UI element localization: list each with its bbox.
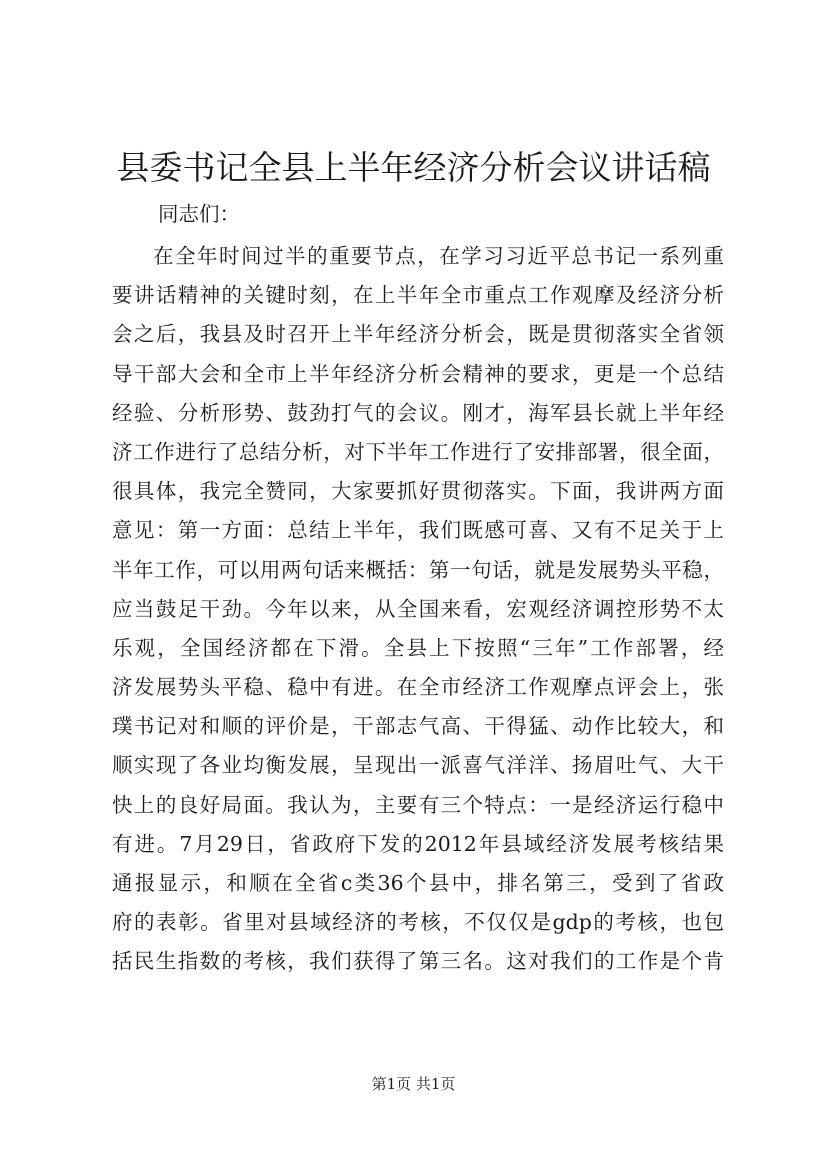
salutation: 同志们： [158, 202, 240, 226]
text-line: 意见：第一方面：总结上半年，我们既感可喜、又有不足关于上 [112, 518, 724, 543]
text-line: 通报显示，和顺在全省c类36个县中，排名第三，受到了省政 [112, 871, 724, 895]
page-number-footer: 第1页 共1页 [371, 1075, 456, 1093]
text-line: 济工作进行了总结分析，对下半年工作进行了安排部署，很全面， [112, 439, 724, 464]
text-line: 半年工作，可以用两句话来概括：第一句话，就是发展势头平稳， [112, 557, 724, 582]
text-line: 会之后，我县及时召开上半年经济分析会，既是贯彻落实全省领 [112, 322, 724, 347]
text-line: 府的表彰。省里对县域经济的考核，不仅仅是gdp的考核，也包 [112, 910, 724, 935]
text-line: 济发展势头平稳、稳中有进。在全市经济工作观摩点评会上，张 [112, 675, 724, 700]
text-line: 快上的良好局面。我认为，主要有三个特点：一是经济运行稳中 [112, 792, 724, 817]
document-title: 县委书记全县上半年经济分析会议讲话稿 [116, 148, 711, 187]
text-line: 应当鼓足干劲。今年以来，从全国来看，宏观经济调控形势不太 [112, 596, 724, 621]
body-text [112, 237, 724, 982]
text-line: 导干部大会和全市上半年经济分析会精神的要求，更是一个总结 [112, 361, 724, 386]
text-line: 璞书记对和顺的评价是，干部志气高、干得猛、动作比较大，和 [112, 714, 724, 739]
text-line: 括民生指数的考核，我们获得了第三名。这对我们的工作是个肯 [112, 949, 724, 974]
text-line: 顺实现了各业均衡发展，呈现出一派喜气洋洋、扬眉吐气、大干 [112, 753, 724, 778]
text-line: 在全年时间过半的重要节点，在学习习近平总书记一系列重 [153, 244, 724, 268]
text-line: 乐观，全国经济都在下滑。全县上下按照“三年”工作部署，经 [112, 635, 724, 660]
text-line: 有进。7月29日，省政府下发的2012年县域经济发展考核结果 [112, 831, 724, 856]
text-line: 要讲话精神的关键时刻，在上半年全市重点工作观摩及经济分析 [112, 283, 724, 308]
text-line: 很具体，我完全赞同，大家要抓好贯彻落实。下面，我讲两方面 [112, 479, 724, 504]
text-line: 经验、分析形势、鼓劲打气的会议。刚才，海军县长就上半年经 [112, 400, 724, 425]
